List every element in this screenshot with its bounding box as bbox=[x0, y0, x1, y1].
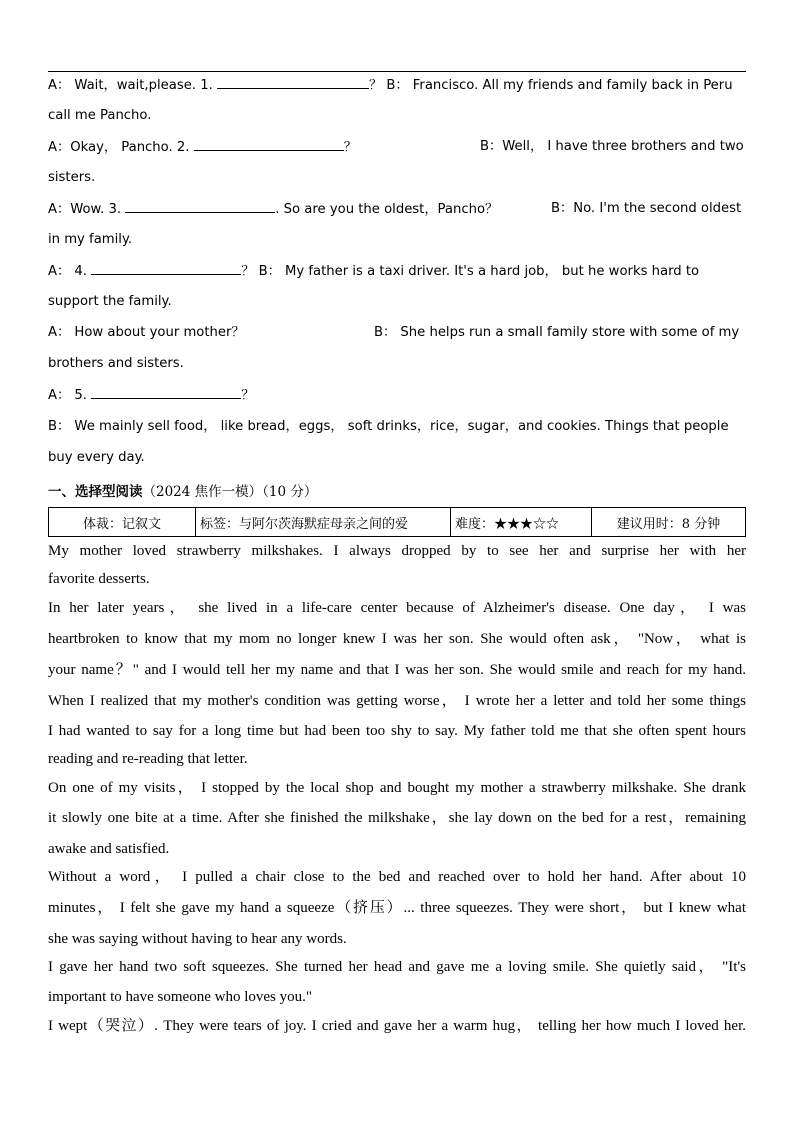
dialogue-line-12: B： We mainly sell food， like bread，eggs， soft drinks，rice，sugar，and cookies. Things that people bbox=[48, 419, 729, 434]
time-cell: 建议用时：8 分钟 bbox=[592, 508, 746, 537]
dialogue-speaker-a-2: A：Okay， Pancho. 2. bbox=[48, 140, 190, 155]
passage-line-13: minutes， I felt she gave my hand a squeeze（挤压）... three squeezes. They were short， but I knew what bbox=[48, 900, 746, 916]
dialogue-line-11 bbox=[48, 386, 746, 404]
dialogue-question-3: . So are you the oldest，Pancho？ bbox=[275, 202, 499, 217]
passage-line-10: it slowly one bite at a time. After she finished the milkshake，she lay down on the bed for a rest，remaining bbox=[48, 810, 746, 826]
dialogue-speaker-a-4: A： 4. bbox=[48, 264, 87, 279]
passage-line-5: your name？" and I would tell her my name and that I was her son. She would smile and reach for my hand. bbox=[48, 662, 746, 678]
passage-line-14: she was saying without having to hear any words. bbox=[48, 931, 347, 947]
section-source: （2024 焦作一模）（10 分） bbox=[142, 484, 318, 500]
dialogue-reply-4: ？ B： My father is a taxi driver. It's a hard job， but he works hard to bbox=[241, 264, 700, 279]
passage-line-1: My mother loved strawberry milkshakes. I always dropped by to see her and surprise her with her bbox=[48, 543, 746, 559]
answer-blank-4[interactable] bbox=[91, 262, 241, 275]
passage-line-6: When I realized that my mother's condition was getting worse， I wrote her a letter and told her some things bbox=[48, 693, 746, 709]
header-rule bbox=[48, 71, 746, 72]
passage-line-2: favorite desserts. bbox=[48, 571, 150, 587]
passage-line-8: reading and re-reading that letter. bbox=[48, 751, 248, 767]
dialogue-line-13: buy every day. bbox=[48, 450, 145, 465]
passage-line-17: I wept（哭泣）. They were tears of joy. I cried and gave her a warm hug， telling her how much I loved her. bbox=[48, 1018, 746, 1034]
passage-line-15: I gave her hand two soft squeezes. She turned her head and gave me a loving smile. She quietly said， "It's bbox=[48, 959, 746, 975]
dialogue-reply-1: ？ B： Francisco. All my friends and family back in Peru bbox=[368, 78, 733, 93]
section-heading bbox=[48, 480, 317, 500]
genre-cell: 体裁：记叙文 bbox=[49, 508, 196, 537]
passage-line-4: heartbroken to know that my mom no longer knew I was her son. She would often ask， "Now， what is bbox=[48, 631, 746, 647]
answer-blank-2[interactable] bbox=[194, 138, 344, 151]
dialogue-line-2: call me Pancho. bbox=[48, 108, 152, 123]
section-title: 一、选择型阅读 bbox=[48, 484, 143, 500]
dialogue-speaker-a-5: A： How about your mother？ bbox=[48, 325, 245, 340]
dialogue-reply-2: B：Well， I have three brothers and two bbox=[480, 139, 744, 154]
dialogue-speaker-a-6: A： 5. bbox=[48, 388, 87, 403]
question-mark: ？ bbox=[241, 388, 255, 403]
passage-line-7: I had wanted to say for a long time but had been too shy to say. My father told me that she often spent hours bbox=[48, 723, 746, 739]
dialogue-line-9 bbox=[48, 324, 746, 341]
dialogue-line-7 bbox=[48, 262, 746, 280]
answer-blank-3[interactable] bbox=[125, 200, 275, 213]
dialogue-reply-5: B： She helps run a small family store with some of my bbox=[374, 325, 740, 340]
answer-blank-5[interactable] bbox=[91, 386, 241, 399]
passage-line-11: awake and satisfied. bbox=[48, 841, 170, 857]
difficulty-cell bbox=[451, 508, 592, 537]
dialogue-line-1 bbox=[48, 76, 746, 94]
dialogue-line-4: sisters. bbox=[48, 170, 96, 185]
difficulty-stars: ★★★☆☆ bbox=[494, 516, 560, 532]
dialogue-line-3 bbox=[48, 138, 746, 156]
passage-info-table bbox=[48, 507, 746, 537]
dialogue-speaker-a-1: A： Wait，wait,please. 1. bbox=[48, 78, 213, 93]
dialogue-speaker-a-3: A：Wow. 3. bbox=[48, 202, 122, 217]
passage-line-9: On one of my visits， I stopped by the local shop and bought my mother a strawberry milkshake. She drank bbox=[48, 780, 746, 796]
dialogue-reply-3: B：No. I'm the second oldest bbox=[551, 201, 742, 216]
dialogue-line-10: brothers and sisters. bbox=[48, 356, 184, 371]
dialogue-line-6: in my family. bbox=[48, 232, 133, 247]
dialogue-line-5 bbox=[48, 200, 746, 218]
difficulty-label: 难度： bbox=[455, 516, 495, 532]
passage-line-16: important to have someone who loves you." bbox=[48, 989, 312, 1005]
question-mark: ？ bbox=[343, 140, 357, 155]
passage-line-3: In her later years， she lived in a life-care center because of Alzheimer's disease. One day， I was bbox=[48, 600, 746, 616]
answer-blank-1[interactable] bbox=[217, 76, 369, 89]
dialogue-line-8: support the family. bbox=[48, 294, 172, 309]
passage-line-12: Without a word， I pulled a chair close to the bed and reached over to hold her hand. After about 10 bbox=[48, 869, 746, 885]
tags-cell: 标签：与阿尔茨海默症母亲之间的爱 bbox=[196, 508, 451, 537]
